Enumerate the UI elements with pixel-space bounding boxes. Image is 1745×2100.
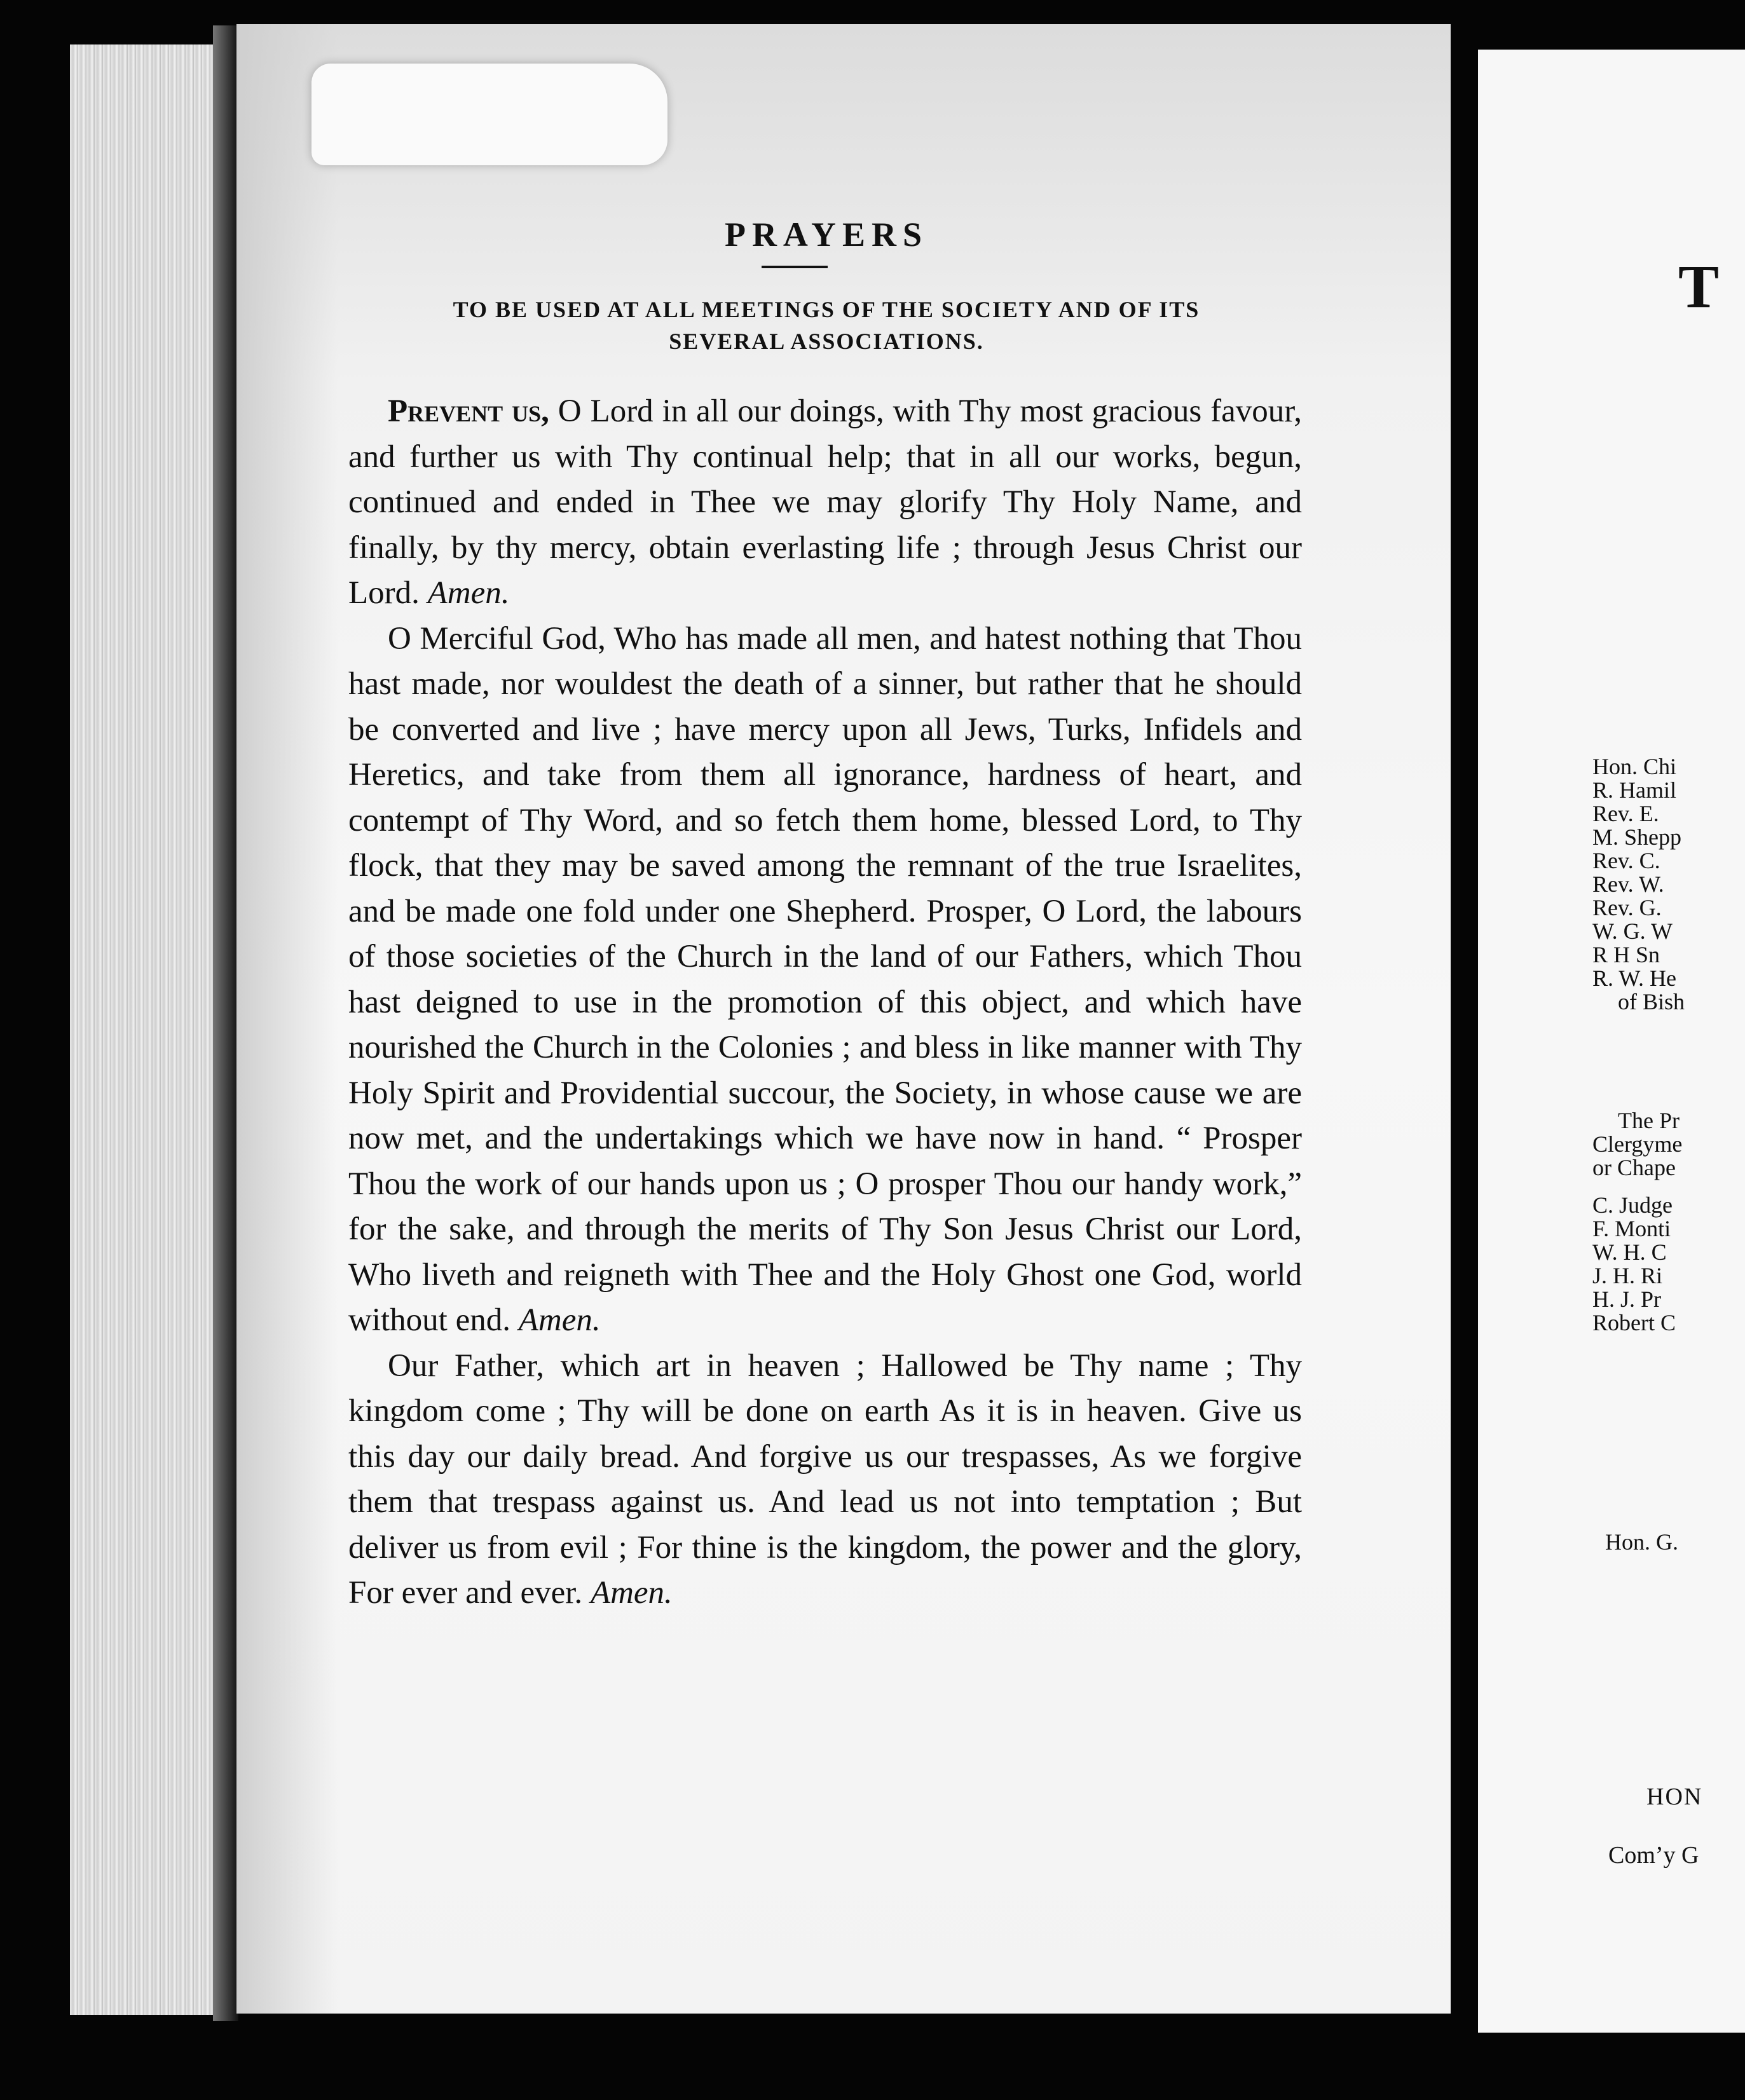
- list-spacer: [1592, 1180, 1745, 1194]
- amen-text: Amen.: [590, 1575, 673, 1611]
- right-page-heading-fragment: T: [1678, 252, 1720, 320]
- prayer-lead: Prevent us,: [388, 393, 549, 429]
- list-item: F. Monti: [1592, 1216, 1671, 1241]
- paper-tape-patch: [311, 64, 667, 165]
- title-rule: [762, 266, 828, 268]
- subtitle-line: TO BE USED AT ALL MEETINGS OF THE SOCIETY AND OF ITS: [453, 297, 1200, 322]
- right-page-line: HON: [1646, 1783, 1703, 1810]
- prayer-text: O Merciful God, Who has made all men, and hatest nothing that Thou hast made, nor wouldest the death of a sinner, but rather that he should be converted and live ; have mercy upon all Jews, Turks, Infidels and Heretics, and take from them all ignorance, hardness of heart, and contempt of Thy Word, and so fetch them home, blessed Lord, to Thy flock, that they may be saved among the remnant of the true Israelites, and be made one fold under one Shepherd. Prosper, O Lord, the labours of those societies of the Church in the land of our Fathers, which Thou hast deigned to use in the promotion of this object, and which have nourished the Church in the Colonies ; and bless in like manner with Thy Holy Spirit and Providential succour, the Society, in whose cause we are now met, and the undertakings which we have now in hand. “ Prosper Thou the work of our hands upon us ; O prosper Thou our handy work,” for the sake, and through the merits of Thy Son Jesus Christ our Lord, Who liveth and reigneth with Thee and the Holy Ghost one God, world without end.: [348, 620, 1302, 1338]
- subtitle-line: SEVERAL ASSOCIATIONS.: [669, 329, 984, 354]
- amen-text: Amen.: [427, 575, 510, 611]
- list-item: J. H. Ri: [1592, 1263, 1663, 1288]
- page-gutter: [1451, 19, 1479, 2040]
- list-item: Rev. W.: [1592, 871, 1664, 897]
- list-item: C. Judge: [1592, 1192, 1673, 1218]
- list-item: H. J. Pr: [1592, 1286, 1662, 1312]
- prayer-paragraph: [348, 617, 1302, 1344]
- list-item: R. W. He: [1592, 965, 1677, 991]
- list-item: of Bish: [1618, 989, 1685, 1014]
- list-item: Robert C: [1592, 1310, 1676, 1335]
- prayers-body: [348, 389, 1302, 1616]
- list-item: M. Shepp: [1592, 824, 1682, 850]
- amen-text: Amen.: [518, 1302, 601, 1338]
- prayer-paragraph: [348, 1344, 1302, 1616]
- book-spine-shadow: [213, 25, 238, 2021]
- right-page-line: Hon. G.: [1605, 1529, 1678, 1555]
- list-item: R. Hamil: [1592, 777, 1676, 803]
- list-item: R H Sn: [1592, 942, 1660, 967]
- page-title: PRAYERS: [724, 215, 929, 254]
- list-spacer: [1592, 1014, 1745, 1109]
- list-item: W. H. C: [1592, 1239, 1667, 1265]
- right-page-list: [1592, 755, 1745, 1335]
- right-page-line: Com’y G: [1608, 1842, 1699, 1869]
- list-item: or Chape: [1592, 1155, 1676, 1180]
- prayer-paragraph: [348, 389, 1302, 617]
- list-item: Rev. E.: [1592, 801, 1659, 826]
- list-item: Hon. Chi: [1592, 754, 1677, 779]
- book-page-edges: [70, 44, 235, 2015]
- prayer-text: O Lord in all our doings, with Thy most gracious favour, and further us with Thy continual help; that in all our works, begun, continued and ended in Thee we may glorify Thy Holy Name, and finally, by thy mercy, obtain everlasting life ; through Jesus Christ our Lord.: [348, 393, 1302, 611]
- list-item: W. G. W: [1592, 918, 1673, 944]
- prayer-text: Our Father, which art in heaven ; Hallowed be Thy name ; Thy kingdom come ; Thy will be done on earth As it is in heaven. Give us this day our daily bread. And forgive us our trespasses, As we forgive them that trespass against us. And lead us not into temptation ; But deliver us from evil ; For thine is the kingdom, the power and the glory, For ever and ever.: [348, 1347, 1302, 1611]
- list-item: Rev. C.: [1592, 848, 1660, 873]
- list-item: Clergyme: [1592, 1131, 1683, 1157]
- page-subtitle: [356, 294, 1297, 357]
- list-item: The Pr: [1618, 1108, 1680, 1133]
- list-item: Rev. G.: [1592, 895, 1662, 920]
